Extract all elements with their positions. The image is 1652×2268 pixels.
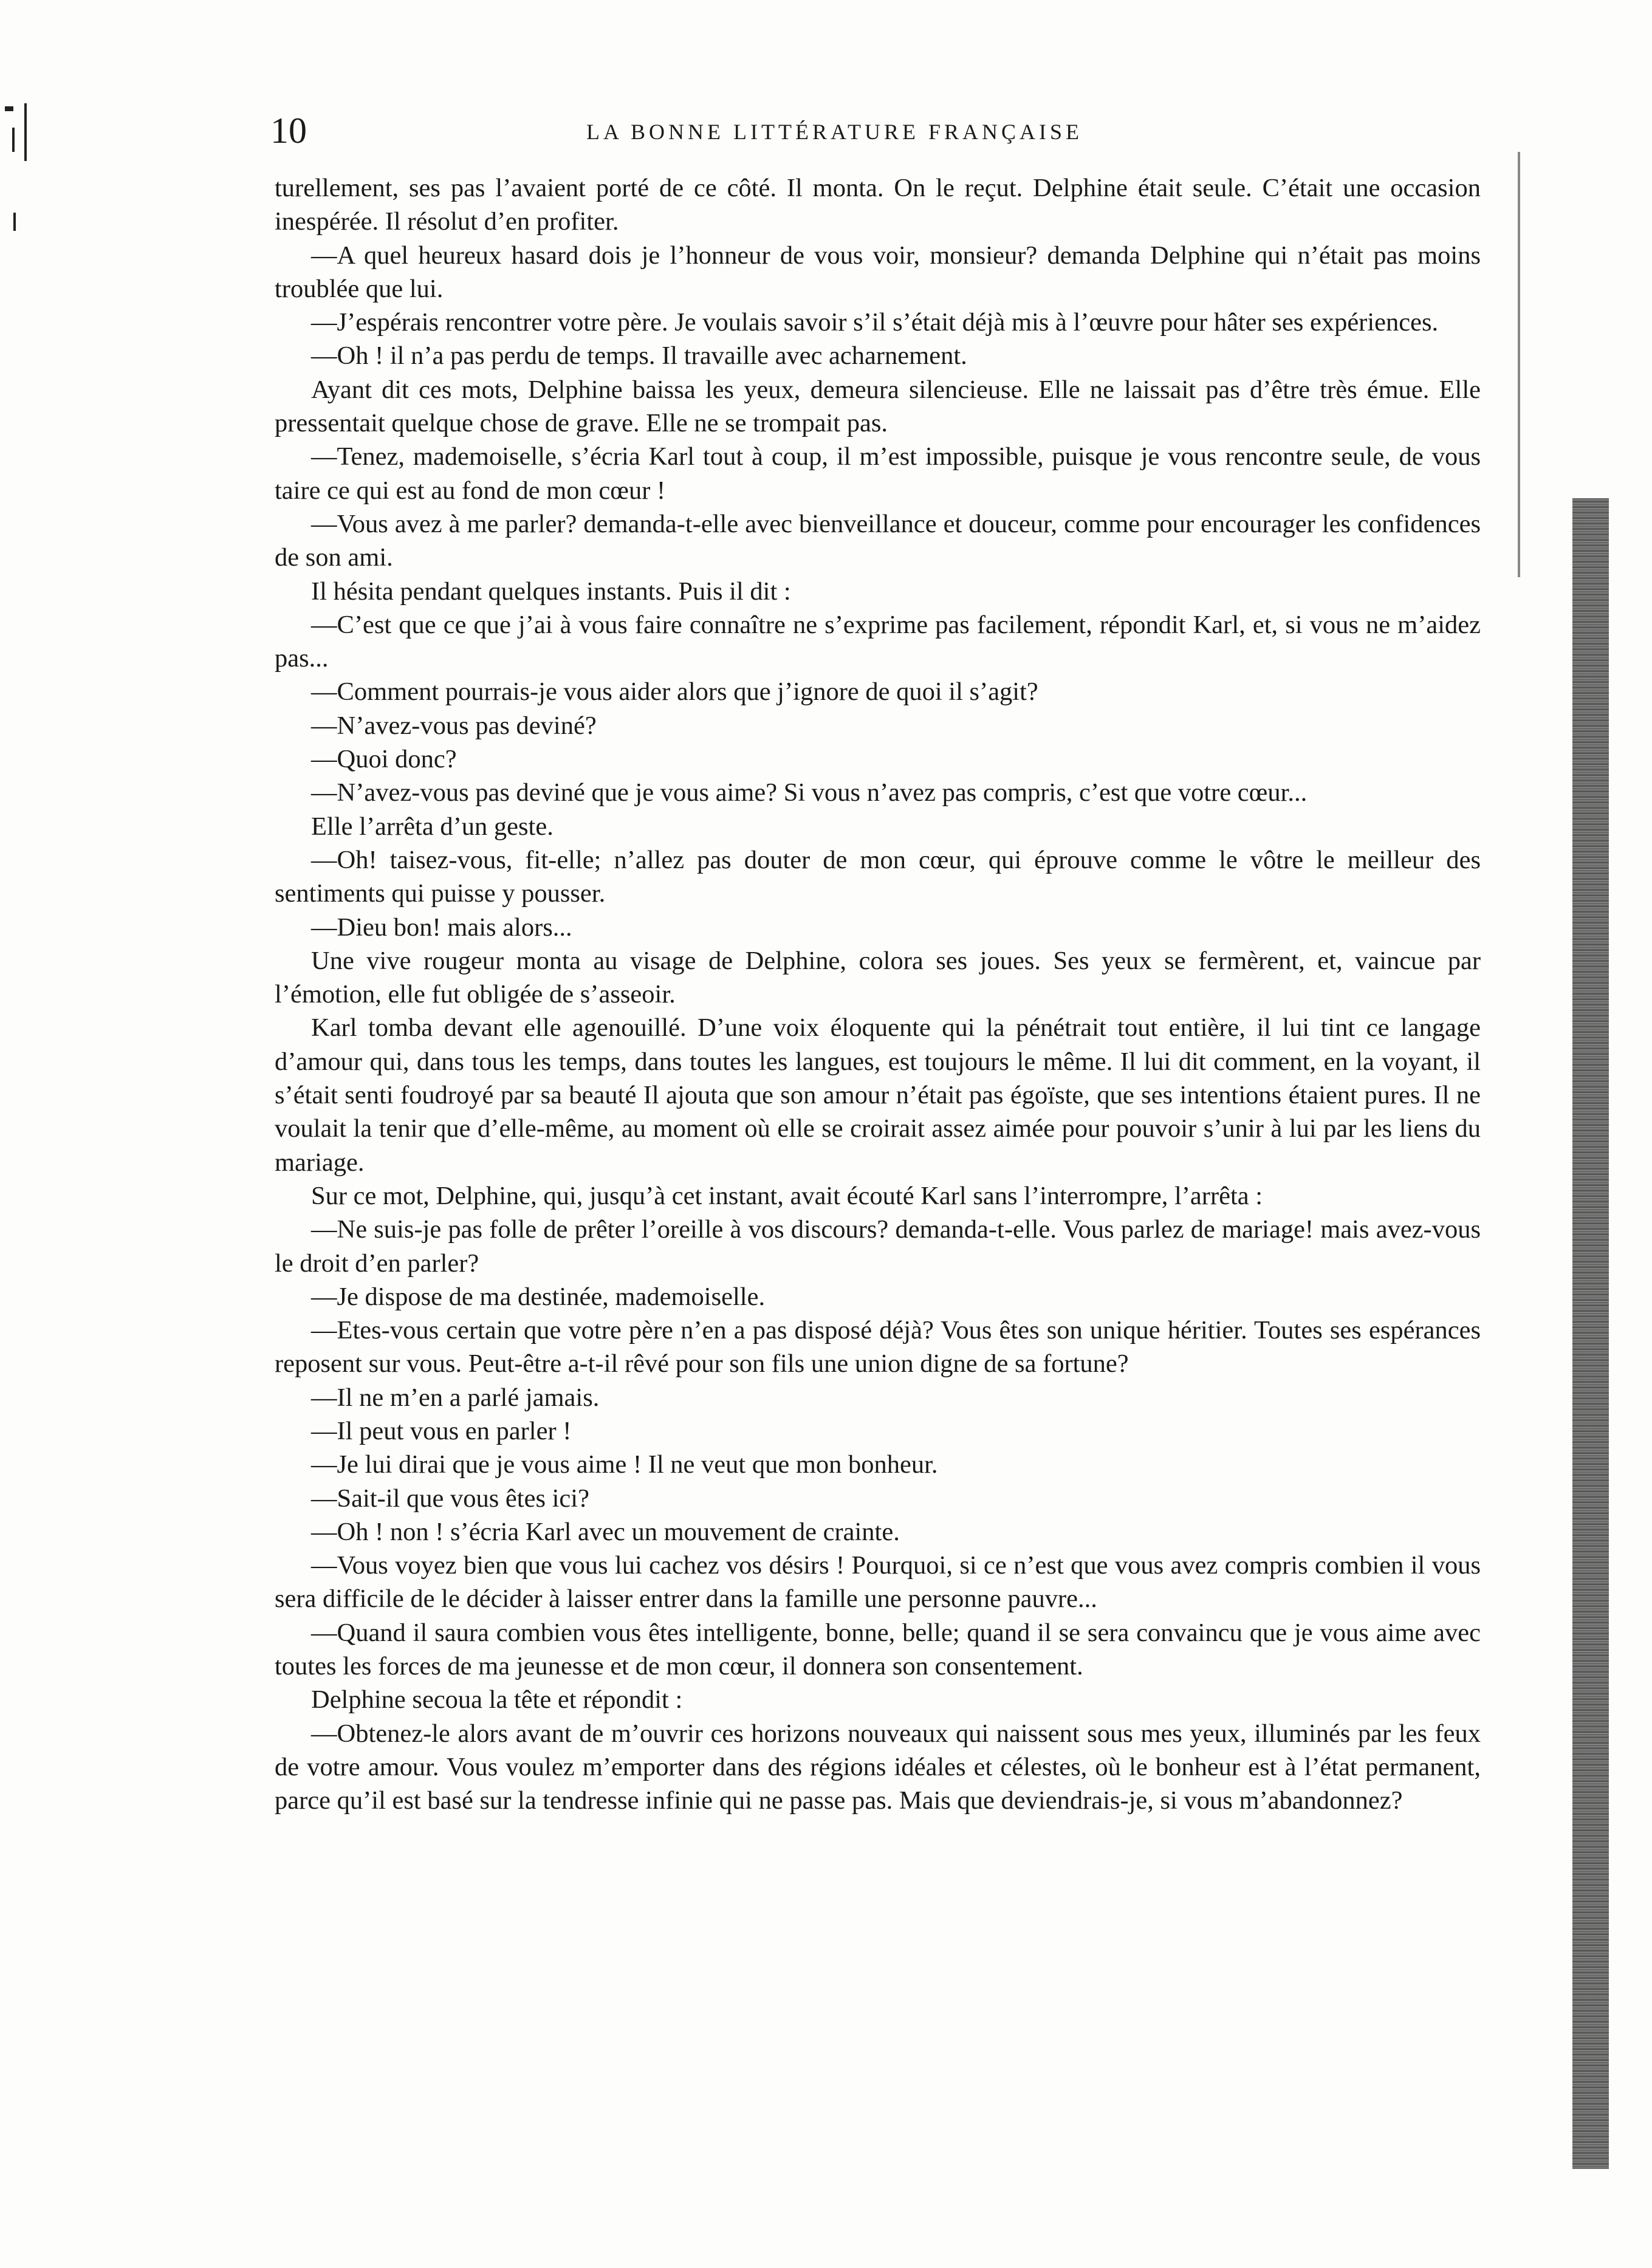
paragraph: —Quoi donc?	[311, 745, 457, 774]
paragraph: —Quand il saura combien vous êtes intelligente, bonne, belle; quand il se sera convaincu que je vous aime avec toutes les forces de ma jeunesse et de mon cœur, il donnera son consentement.	[275, 1618, 1481, 1681]
paragraph: —Vous voyez bien que vous lui cachez vos désirs ! Pourquoi, si ce n’est que vous avez compris combien il vous sera difficile de le décider à laisser entrer dans la famille une personne pauvre...	[275, 1551, 1481, 1614]
paragraph: —N’avez-vous pas deviné?	[311, 711, 597, 740]
book-binding-edge	[1572, 498, 1609, 2169]
paragraph: Delphine secoua la tête et répondit :	[311, 1685, 683, 1715]
paragraph: —C’est que ce que j’ai à vous faire connaître ne s’exprime pas facilement, répondit Karl, et, si vous ne m’aidez pas...	[275, 610, 1481, 673]
paragraph: —Dieu bon! mais alors...	[311, 913, 572, 942]
paragraph: —Ne suis-je pas folle de prêter l’oreille à vos discours? demanda-t-elle. Vous parlez de mariage! mais avez-vous le droit d’en parler?	[275, 1215, 1481, 1278]
paragraph: Il hésita pendant quelques instants. Puis il dit :	[311, 577, 791, 606]
paragraph: —Je lui dirai que je vous aime ! Il ne veut que mon bonheur.	[311, 1450, 938, 1479]
paragraph: —Obtenez-le alors avant de m’ouvrir ces horizons nouveaux qui naissent sous mes yeux, illuminés par les feux de votre amour. Vous voulez m’emporter dans des régions idéales et célestes, où le bonheur est à l’état permanent, parce qu’il est basé sur la tendresse infinie qui ne passe pas. Mais que deviendrais-je, si vous m’abandonnez?	[275, 1719, 1481, 1815]
margin-mark	[13, 213, 16, 231]
paragraph: —Il ne m’en a parlé jamais.	[311, 1383, 600, 1412]
paragraph: —Je dispose de ma destinée, mademoiselle.	[311, 1282, 766, 1311]
paragraph: Ayant dit ces mots, Delphine baissa les yeux, demeura silencieuse. Elle ne laissait pas d’être très émue. Elle pressentait quelque chose de grave. Elle ne se trompait pas.	[275, 375, 1481, 438]
paragraph: —Comment pourrais-je vous aider alors que j’ignore de quoi il s’agit?	[311, 677, 1038, 707]
margin-mark	[12, 128, 15, 152]
paragraph: —Vous avez à me parler? demanda-t-elle avec bienveillance et douceur, comme pour encourager les confidences de son ami.	[275, 509, 1481, 572]
paragraph: —A quel heureux hasard dois je l’honneur de vous voir, monsieur? demanda Delphine qui n’était pas moins troublée que lui.	[275, 241, 1481, 303]
paragraph: Une vive rougeur monta au visage de Delphine, colora ses joues. Ses yeux se fermèrent, et, vaincue par l’émotion, elle fut obligée de s’asseoir.	[275, 946, 1481, 1009]
margin-mark	[24, 103, 27, 161]
page-edge-line	[1518, 152, 1520, 577]
paragraph: —J’espérais rencontrer votre père. Je voulais savoir s’il s’était déjà mis à l’œuvre pour hâter ses expériences.	[311, 308, 1439, 337]
paragraph: Sur ce mot, Delphine, qui, jusqu’à cet instant, avait écouté Karl sans l’interrompre, l’arrêta :	[311, 1181, 1263, 1210]
running-title: LA BONNE LITTÉRATURE FRANÇAISE	[586, 120, 1083, 144]
paragraph: —Il peut vous en parler !	[311, 1416, 572, 1445]
body-text	[275, 171, 1481, 1818]
paragraph: —Etes-vous certain que votre père n’en a pas disposé déjà? Vous êtes son unique héritier. Toutes ses espérances reposent sur vous. Peut-être a-t-il rêvé pour son fils une union digne de sa fortune?	[275, 1316, 1481, 1379]
paragraph: —N’avez-vous pas deviné que je vous aime? Si vous n’avez pas compris, c’est que votre cœur...	[311, 778, 1308, 807]
page-number: 10	[270, 111, 307, 151]
paragraph: —Oh ! il n’a pas perdu de temps. Il travaille avec acharnement.	[311, 341, 967, 371]
paragraph: turellement, ses pas l’avaient porté de ce côté. Il monta. On le reçut. Delphine était seule. C’était une occasion inespérée. Il résolut d’en profiter.	[275, 174, 1481, 236]
margin-mark	[5, 106, 13, 111]
paragraph: —Oh! taisez-vous, fit-elle; n’allez pas douter de mon cœur, qui éprouve comme le vôtre le meilleur des sentiments qui puisse y pousser.	[275, 845, 1481, 908]
paragraph: Karl tomba devant elle agenouillé. D’une voix éloquente qui la pénétrait tout entière, il lui tint ce langage d’amour qui, dans tous les temps, dans toutes les langues, est toujours le même. Il lui dit comment, en la voyant, il s’était senti foudroyé par sa beauté Il ajouta que son amour n’était pas égoïste, que ses intentions étaient pures. Il ne voulait la tenir que d’elle-même, au moment où elle se croirait assez aimée pour pouvoir s’unir à lui par les liens du mariage.	[275, 1013, 1481, 1177]
page-header	[270, 109, 1498, 158]
paragraph: Elle l’arrêta d’un geste.	[311, 812, 554, 841]
paragraph: —Tenez, mademoiselle, s’écria Karl tout à coup, il m’est impossible, puisque je vous rencontre seule, de vous taire ce qui est au fond de mon cœur !	[275, 442, 1481, 505]
paragraph: —Oh ! non ! s’écria Karl avec un mouvement de crainte.	[311, 1517, 900, 1546]
paragraph: —Sait-il que vous êtes ici?	[311, 1484, 589, 1513]
